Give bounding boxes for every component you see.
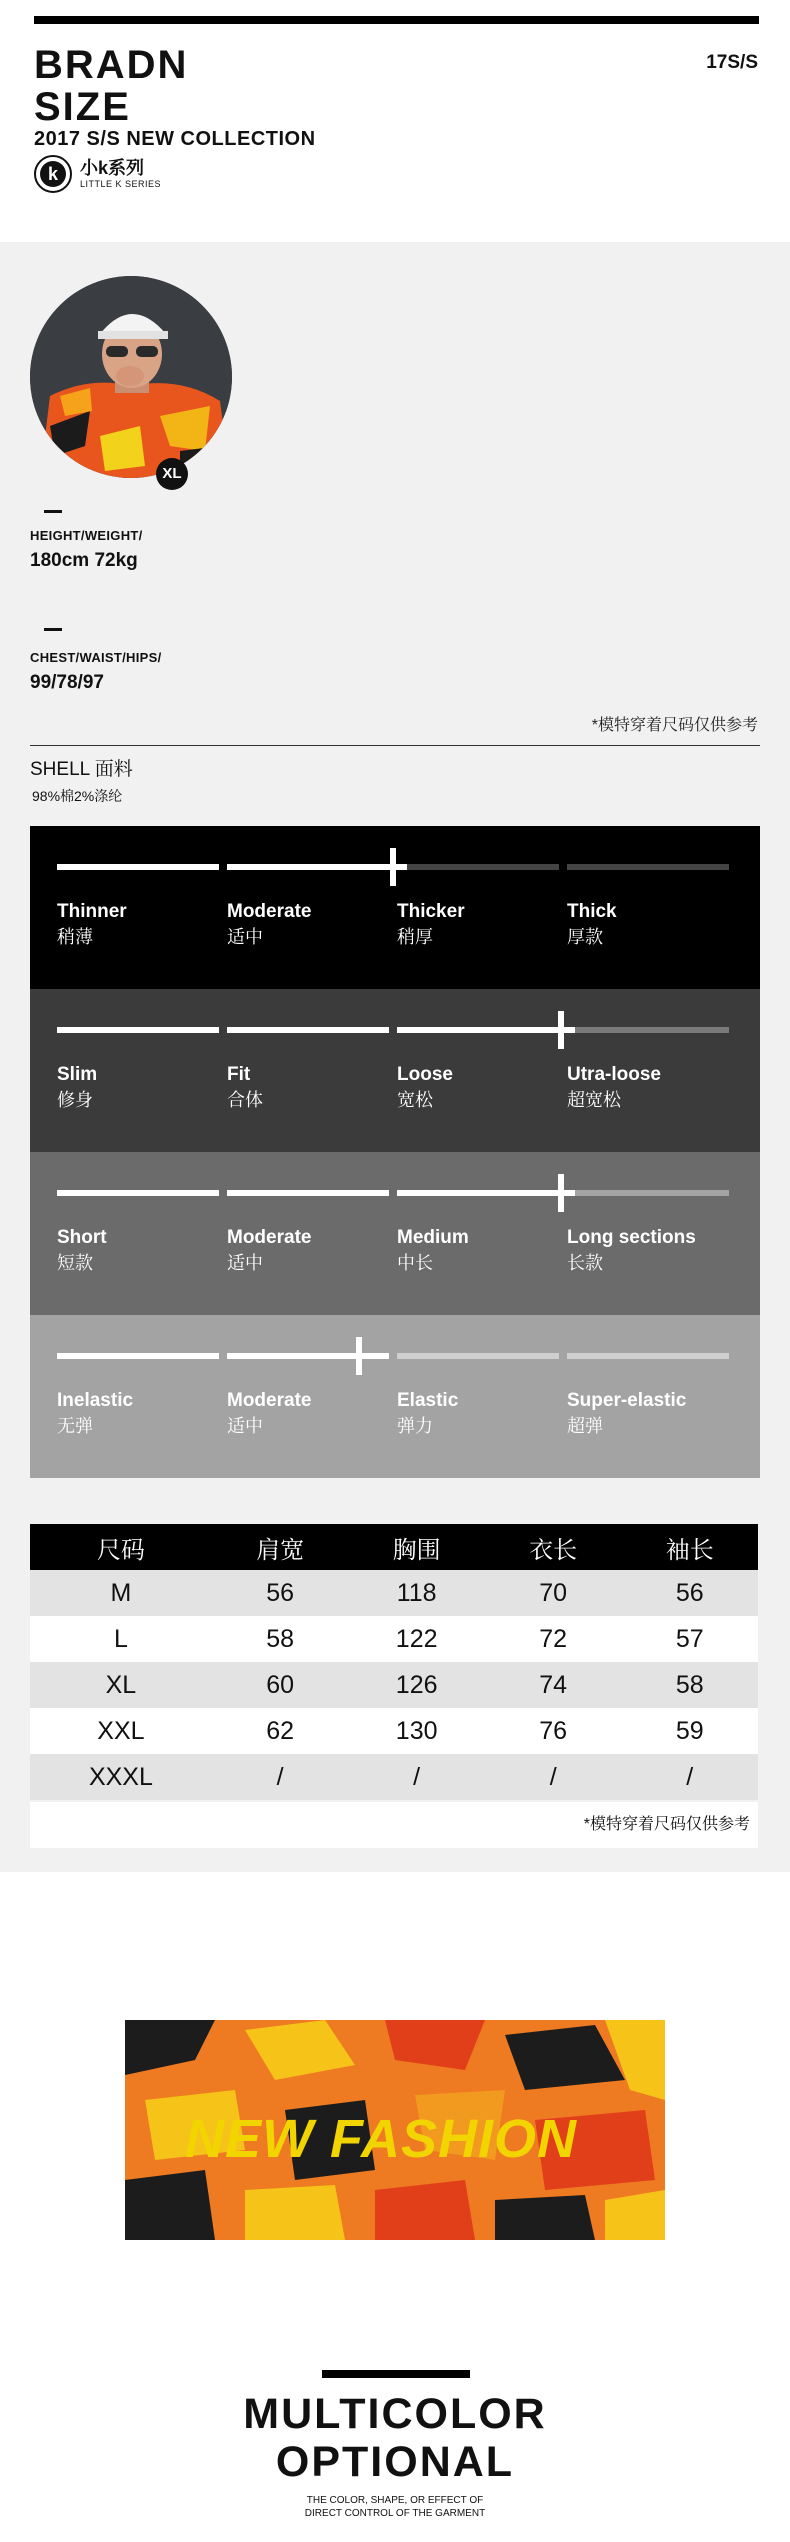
table-cell: 58	[621, 1662, 758, 1708]
bottom-subtitle	[0, 2494, 790, 2520]
bottom-subtitle-line-1: THE COLOR, SHAPE, OR EFFECT OF	[306, 2495, 484, 2506]
scale-option	[227, 1226, 397, 1276]
scale-option	[567, 1063, 737, 1113]
logo-en: LITTLE K SERIES	[80, 179, 162, 189]
scale-segment	[397, 864, 559, 870]
table-cell: XXXL	[30, 1754, 212, 1800]
table-cell: 76	[485, 1708, 622, 1754]
height-weight-label: HEIGHT/WEIGHT/	[30, 528, 143, 543]
model-size-badge: XL	[156, 458, 188, 490]
table-cell: XXL	[30, 1708, 212, 1754]
scale-option-cn: 弹力	[397, 1416, 433, 1436]
scale-panel	[30, 1315, 760, 1478]
table-cell: /	[621, 1754, 758, 1800]
scale-segment	[397, 1190, 559, 1196]
scale-option	[57, 1226, 227, 1276]
size-table-header: 肩宽	[212, 1524, 349, 1570]
table-cell: 59	[621, 1708, 758, 1754]
header	[0, 0, 790, 242]
bottom-title	[0, 2390, 790, 2486]
table-row	[30, 1616, 758, 1662]
bottom-title-line-2: OPTIONAL	[275, 2438, 515, 2486]
scale-option-cn: 无弹	[57, 1416, 93, 1436]
scale-option	[57, 1063, 227, 1113]
brand-line-2: SIZE	[34, 85, 131, 129]
scale-option-cn: 长款	[567, 1253, 603, 1273]
scale-option-en: Loose	[397, 1064, 453, 1085]
scale-option-en: Short	[57, 1227, 107, 1248]
scale-option-cn: 稍薄	[57, 927, 93, 947]
scale-option	[57, 900, 227, 950]
scale-segment	[567, 1190, 729, 1196]
scale-option-cn: 超弹	[567, 1416, 603, 1436]
scale-track	[57, 1027, 729, 1033]
scale-option	[567, 900, 737, 950]
table-cell: 74	[485, 1662, 622, 1708]
scale-option-cn: 适中	[227, 1253, 263, 1273]
scale-segment	[57, 864, 219, 870]
scale-option-cn: 适中	[227, 1416, 263, 1436]
scale-segment	[57, 1190, 219, 1196]
bottom-subtitle-line-2: DIRECT CONTROL OF THE GARMENT	[304, 2508, 486, 2519]
table-cell: 56	[621, 1570, 758, 1616]
shell-cn: 面料	[94, 759, 133, 780]
table-cell: 70	[485, 1570, 622, 1616]
table-cell: 56	[212, 1570, 349, 1616]
size-table-header: 胸围	[348, 1524, 485, 1570]
shell-title	[30, 754, 133, 781]
scale-option	[57, 1389, 227, 1439]
scale-option-en: Inelastic	[57, 1390, 134, 1411]
size-table	[30, 1524, 758, 1800]
collection-title: 2017 S/S NEW COLLECTION	[34, 128, 316, 150]
table-cell: /	[348, 1754, 485, 1800]
scale-segment	[57, 1353, 219, 1359]
scale-option-en: Super-elastic	[567, 1390, 687, 1411]
scale-marker-icon	[558, 1011, 564, 1049]
brand-logo	[34, 155, 161, 193]
scale-option-en: Long sections	[567, 1227, 696, 1248]
table-cell: XL	[30, 1662, 212, 1708]
scale-option-en: Thick	[567, 901, 617, 922]
table-cell: L	[30, 1616, 212, 1662]
table-cell: 58	[212, 1616, 349, 1662]
scale-option-cn: 短款	[57, 1253, 93, 1273]
scale-option-en: Elastic	[397, 1390, 459, 1411]
logo-mark-letter: k	[40, 161, 66, 187]
scale-segment	[397, 1027, 559, 1033]
top-divider-bar	[34, 16, 759, 24]
scale-segment	[567, 1027, 729, 1033]
scale-segment	[227, 1027, 389, 1033]
measurements-value: 99/78/97	[30, 672, 104, 693]
model-photo-illustration	[30, 276, 232, 478]
model-photo	[30, 276, 232, 478]
season-label: 17S/S	[706, 52, 758, 73]
brand-title	[34, 44, 188, 128]
scale-option	[397, 1063, 567, 1113]
scale-segment	[57, 1027, 219, 1033]
scale-option-en: Moderate	[227, 1227, 312, 1248]
table-row	[30, 1754, 758, 1800]
scale-option-cn: 宽松	[397, 1090, 433, 1110]
scale-panel	[30, 1152, 760, 1315]
scale-option-en: Fit	[227, 1064, 251, 1085]
table-cell: M	[30, 1570, 212, 1616]
fabric-composition: 98%棉2%涤纶	[32, 788, 123, 804]
shell-en: SHELL	[30, 759, 90, 780]
scale-option	[567, 1389, 737, 1439]
table-cell: 72	[485, 1616, 622, 1662]
scale-option	[227, 1389, 397, 1439]
promo-camo-image	[125, 2020, 665, 2240]
height-weight-value: 180cm 72kg	[30, 550, 138, 571]
table-cell: 62	[212, 1708, 349, 1754]
divider-line	[30, 745, 760, 746]
scale-track	[57, 864, 729, 870]
brand-line-1: BRADN	[34, 43, 189, 87]
scale-option-cn: 超宽松	[567, 1090, 621, 1110]
size-table-header-row	[30, 1524, 758, 1570]
scale-segment	[567, 1353, 729, 1359]
table-row	[30, 1708, 758, 1754]
scale-option-en: Utra-loose	[567, 1064, 661, 1085]
scale-option-cn: 中长	[397, 1253, 433, 1273]
scale-marker-icon	[558, 1174, 564, 1212]
scale-track	[57, 1353, 729, 1359]
scale-option-en: Moderate	[227, 1390, 312, 1411]
table-cell: /	[485, 1754, 622, 1800]
scale-segment	[227, 1190, 389, 1196]
table-note: *模特穿着尺码仅供参考	[30, 1802, 758, 1848]
logo-text	[80, 158, 161, 190]
scale-option	[227, 900, 397, 950]
scale-option-en: Slim	[57, 1064, 98, 1085]
scale-option-en: Thicker	[397, 901, 465, 922]
table-cell: 122	[348, 1616, 485, 1662]
dash-marker	[44, 510, 62, 513]
scale-track	[57, 1190, 729, 1196]
scale-option	[567, 1226, 737, 1276]
scale-marker-icon	[356, 1337, 362, 1375]
scale-option-cn: 厚款	[567, 927, 603, 947]
scale-option-en: Thinner	[57, 901, 127, 922]
scale-panel	[30, 989, 760, 1152]
table-row	[30, 1662, 758, 1708]
table-row	[30, 1570, 758, 1616]
measurements-label: CHEST/WAIST/HIPS/	[30, 650, 162, 665]
scale-option-en: Moderate	[227, 901, 312, 922]
scale-panel	[30, 826, 760, 989]
logo-cn: 小k系列	[80, 158, 145, 178]
promo-text: NEW FASHION	[185, 2109, 578, 2169]
scale-option-cn: 适中	[227, 927, 263, 947]
scale-option-cn: 合体	[227, 1090, 263, 1110]
table-cell: 126	[348, 1662, 485, 1708]
scale-option	[397, 1389, 567, 1439]
size-table-header: 衣长	[485, 1524, 622, 1570]
scale-segment	[227, 864, 389, 870]
scale-segment	[567, 864, 729, 870]
scale-segment	[397, 1353, 559, 1359]
scale-option-cn: 修身	[57, 1090, 93, 1110]
size-table-header: 尺码	[30, 1524, 212, 1570]
size-table-header: 袖长	[621, 1524, 758, 1570]
scale-option	[227, 1063, 397, 1113]
bottom-title-line-1: MULTICOLOR	[243, 2390, 547, 2438]
scale-option	[397, 900, 567, 950]
scale-option	[397, 1226, 567, 1276]
model-note: *模特穿着尺码仅供参考	[591, 717, 758, 734]
logo-mark-icon	[34, 155, 72, 193]
table-cell: 118	[348, 1570, 485, 1616]
table-cell: /	[212, 1754, 349, 1800]
bottom-divider-bar	[322, 2370, 470, 2378]
table-cell: 60	[212, 1662, 349, 1708]
table-cell: 57	[621, 1616, 758, 1662]
table-cell: 130	[348, 1708, 485, 1754]
scale-option-cn: 稍厚	[397, 927, 433, 947]
scale-option-en: Medium	[397, 1227, 469, 1248]
dash-marker	[44, 628, 62, 631]
scale-marker-icon	[390, 848, 396, 886]
